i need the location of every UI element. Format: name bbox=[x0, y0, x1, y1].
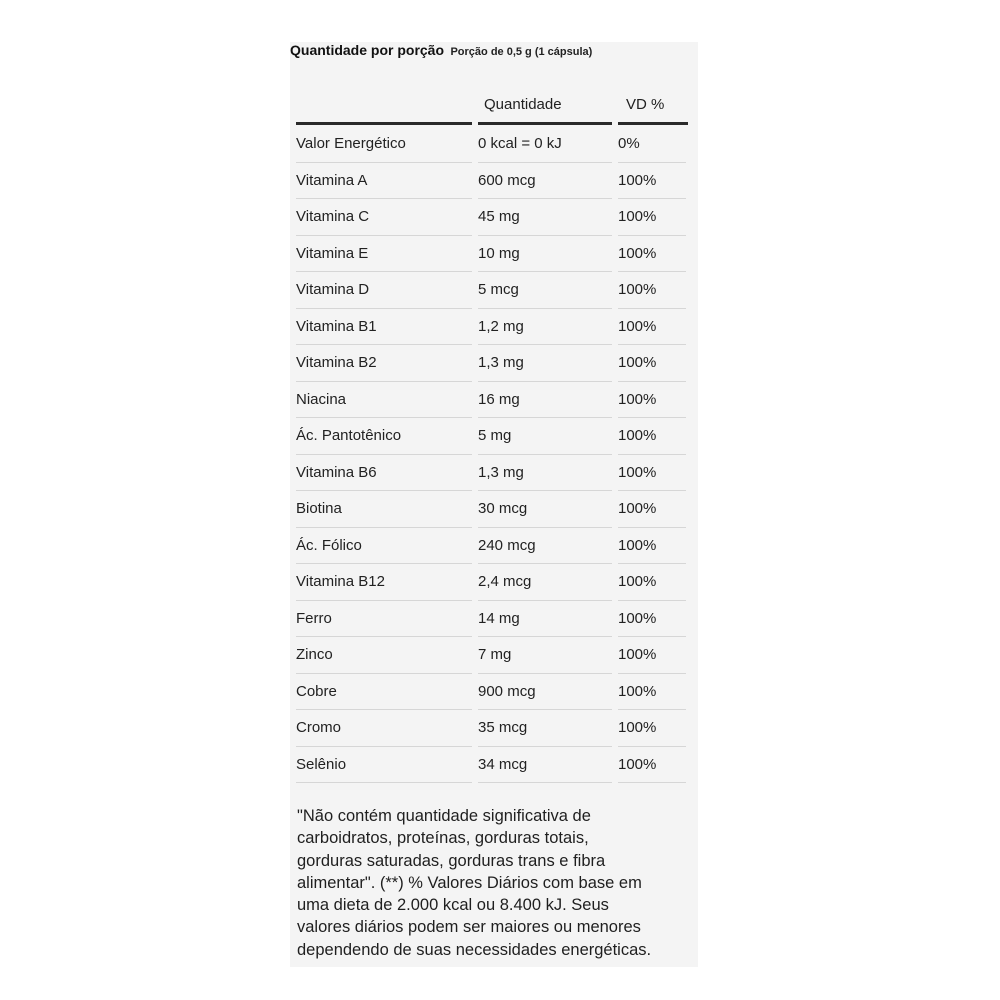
nutrient-quantity: 900 mcg bbox=[478, 674, 612, 711]
nutrient-name: Vitamina B12 bbox=[296, 564, 472, 601]
serving-title: Quantidade por porção bbox=[290, 42, 445, 58]
nutrient-vd: 100% bbox=[618, 382, 686, 419]
header-rule-quantity bbox=[478, 122, 612, 125]
nutrient-quantity: 14 mg bbox=[478, 601, 612, 638]
nutrient-name: Vitamina B2 bbox=[296, 345, 472, 382]
footnote-line: uma dieta de 2.000 kcal ou 8.400 kJ. Seus bbox=[297, 896, 609, 915]
nutrient-vd: 100% bbox=[618, 418, 686, 455]
nutrient-quantity: 7 mg bbox=[478, 637, 612, 674]
nutrient-name: Biotina bbox=[296, 491, 472, 528]
nutrition-table-body bbox=[296, 126, 686, 783]
nutrient-name: Valor Energético bbox=[296, 126, 472, 163]
table-row bbox=[296, 345, 686, 382]
nutrient-name: Vitamina D bbox=[296, 272, 472, 309]
nutrient-quantity: 1,3 mg bbox=[478, 345, 612, 382]
column-header-quantity: Quantidade bbox=[484, 96, 562, 113]
footnote-line: carboidratos, proteínas, gorduras totais, bbox=[297, 829, 589, 848]
nutrient-vd: 100% bbox=[618, 163, 686, 200]
table-row bbox=[296, 491, 686, 528]
column-header-vd: VD % bbox=[626, 96, 665, 113]
table-row bbox=[296, 382, 686, 419]
header-rule-vd bbox=[618, 122, 688, 125]
nutrient-name: Ferro bbox=[296, 601, 472, 638]
nutrient-quantity: 10 mg bbox=[478, 236, 612, 273]
nutrient-quantity: 240 mcg bbox=[478, 528, 612, 565]
nutrient-quantity: 5 mg bbox=[478, 418, 612, 455]
nutrient-vd: 100% bbox=[618, 564, 686, 601]
nutrient-name: Niacina bbox=[296, 382, 472, 419]
nutrient-vd: 100% bbox=[618, 710, 686, 747]
table-row bbox=[296, 747, 686, 784]
table-row bbox=[296, 418, 686, 455]
serving-header bbox=[290, 42, 592, 60]
nutrient-name: Selênio bbox=[296, 747, 472, 784]
nutrient-quantity: 1,3 mg bbox=[478, 455, 612, 492]
table-row bbox=[296, 309, 686, 346]
nutrient-vd: 100% bbox=[618, 309, 686, 346]
nutrient-name: Zinco bbox=[296, 637, 472, 674]
table-row bbox=[296, 528, 686, 565]
nutrient-name: Cobre bbox=[296, 674, 472, 711]
nutrient-vd: 100% bbox=[618, 199, 686, 236]
table-row bbox=[296, 236, 686, 273]
table-row bbox=[296, 199, 686, 236]
footnote bbox=[297, 805, 697, 961]
nutrient-name: Vitamina B6 bbox=[296, 455, 472, 492]
nutrient-quantity: 35 mcg bbox=[478, 710, 612, 747]
nutrient-quantity: 45 mg bbox=[478, 199, 612, 236]
nutrient-vd: 100% bbox=[618, 236, 686, 273]
nutrient-quantity: 1,2 mg bbox=[478, 309, 612, 346]
nutrient-quantity: 600 mcg bbox=[478, 163, 612, 200]
nutrient-vd: 100% bbox=[618, 637, 686, 674]
table-row bbox=[296, 455, 686, 492]
footnote-line: "Não contém quantidade significativa de bbox=[297, 807, 591, 825]
footnote-line: dependendo de suas necessidades energéticas. bbox=[297, 940, 652, 959]
table-row bbox=[296, 637, 686, 674]
nutrient-name: Vitamina A bbox=[296, 163, 472, 200]
nutrient-vd: 100% bbox=[618, 272, 686, 309]
nutrient-quantity: 5 mcg bbox=[478, 272, 612, 309]
header-rule-name bbox=[296, 122, 472, 125]
footnote-line: alimentar". (**) % Valores Diários com base em bbox=[297, 873, 642, 892]
nutrient-quantity: 34 mcg bbox=[478, 747, 612, 784]
nutrient-name: Vitamina E bbox=[296, 236, 472, 273]
table-row bbox=[296, 601, 686, 638]
nutrient-name: Ác. Fólico bbox=[296, 528, 472, 565]
nutrition-table bbox=[296, 126, 686, 783]
nutrient-vd: 100% bbox=[618, 674, 686, 711]
nutrient-vd: 100% bbox=[618, 528, 686, 565]
table-row bbox=[296, 564, 686, 601]
nutrient-vd: 100% bbox=[618, 345, 686, 382]
serving-size: Porção de 0,5 g (1 cápsula) bbox=[450, 46, 593, 58]
nutrient-vd: 100% bbox=[618, 601, 686, 638]
nutrient-vd: 100% bbox=[618, 455, 686, 492]
nutrient-quantity: 16 mg bbox=[478, 382, 612, 419]
nutrient-quantity: 30 mcg bbox=[478, 491, 612, 528]
nutrient-name: Ác. Pantotênico bbox=[296, 418, 472, 455]
nutrient-vd: 100% bbox=[618, 491, 686, 528]
nutrient-name: Vitamina C bbox=[296, 199, 472, 236]
nutrient-vd: 100% bbox=[618, 747, 686, 784]
nutrient-vd: 0% bbox=[618, 126, 686, 163]
footnote-line: valores diários podem ser maiores ou menores bbox=[297, 918, 641, 937]
nutrient-name: Cromo bbox=[296, 710, 472, 747]
table-row bbox=[296, 272, 686, 309]
nutrient-quantity: 2,4 mcg bbox=[478, 564, 612, 601]
table-row bbox=[296, 163, 686, 200]
nutrient-name: Vitamina B1 bbox=[296, 309, 472, 346]
table-row bbox=[296, 126, 686, 163]
table-row bbox=[296, 674, 686, 711]
footnote-line: gorduras saturadas, gorduras trans e fibra bbox=[297, 851, 606, 870]
nutrient-quantity: 0 kcal = 0 kJ bbox=[478, 126, 612, 163]
table-row bbox=[296, 710, 686, 747]
